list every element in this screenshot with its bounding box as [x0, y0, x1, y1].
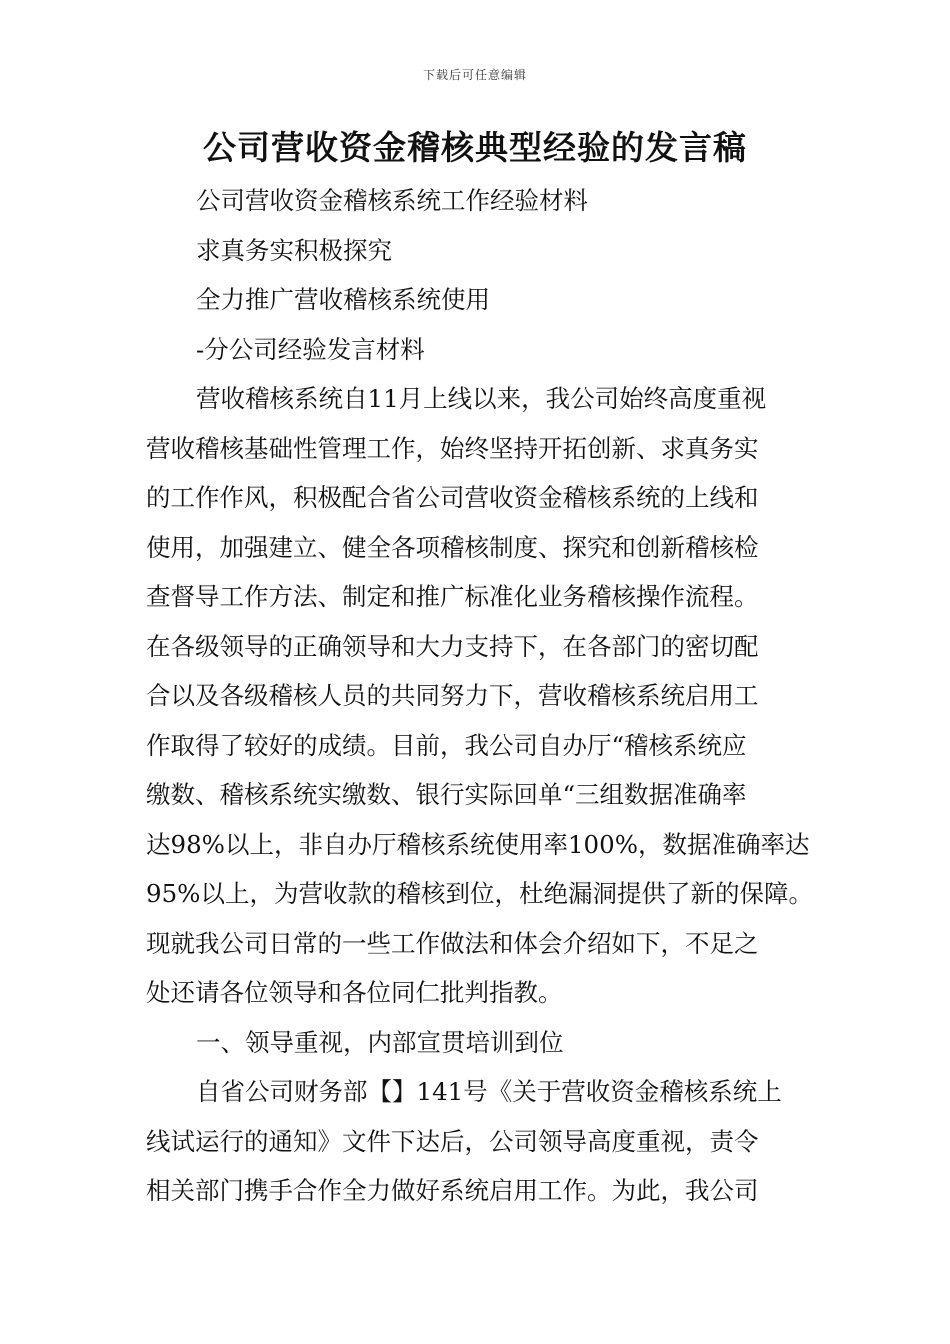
text-line: 营收稽核系统自11月上线以来，我公司始终高度重视 — [196, 384, 767, 413]
text-line: 在各级领导的正确领导和大力支持下，在各部门的密切配 — [146, 631, 759, 661]
text-line: -分公司经验发言材料 — [196, 334, 425, 364]
text-line: 一、领导重视，内部宣贯培训到位 — [196, 1027, 564, 1057]
document-body — [146, 176, 813, 1216]
text-line: 全力推广营收稽核系统使用 — [196, 285, 490, 314]
text-line: 查督导工作方法、制定和推广标准化业务稽核操作流程。 — [146, 582, 759, 611]
text-line: 处还请各位领导和各位同仁批判指教。 — [146, 978, 563, 1007]
text-line: 缴数、稽核系统实缴数、银行实际回单“三组数据准确率 — [146, 780, 747, 809]
text-line: 自省公司财务部【】141号《关于营收资金稽核系统上 — [196, 1077, 782, 1106]
text-line: 作取得了较好的成绩。目前，我公司自办厅“稽核系统应 — [146, 730, 747, 760]
text-line: 现就我公司日常的一些工作做法和体会介绍如下，不足之 — [146, 928, 759, 958]
text-line: 合以及各级稽核人员的共同努力下，营收稽核系统启用工 — [146, 681, 759, 710]
header-note: 下载后可任意编辑 — [422, 68, 527, 82]
text-line: 线试运行的通知》文件下达后，公司领导高度重视，责令 — [146, 1126, 759, 1156]
text-line: 营收稽核基础性管理工作，始终坚持开拓创新、求真务实 — [146, 433, 759, 463]
document-title: 公司营收资金稽核典型经验的发言稿 — [203, 128, 747, 167]
text-line: 使用，加强建立、健全各项稽核制度、探究和创新稽核检 — [146, 532, 759, 562]
text-line: 达98%以上，非自办厅稽核系统使用率100%，数据准确率达 — [146, 829, 810, 859]
text-line: 求真务实积极探究 — [196, 235, 392, 265]
text-line: 公司营收资金稽核系统工作经验材料 — [196, 186, 588, 215]
text-line: 相关部门携手合作全力做好系统启用工作。为此，我公司 — [146, 1176, 759, 1205]
text-line: 95%以上，为营收款的稽核到位，杜绝漏洞提供了新的保障。 — [146, 879, 813, 908]
text-line: 的工作作风，积极配合省公司营收资金稽核系统的上线和 — [146, 483, 759, 512]
